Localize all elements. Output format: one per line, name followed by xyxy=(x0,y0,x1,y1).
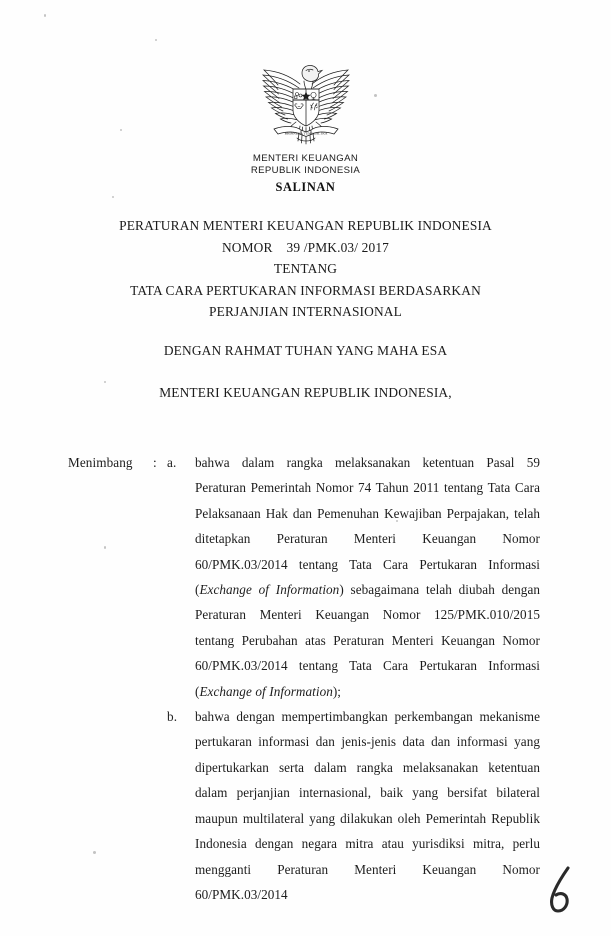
text-run: bahwa dalam rangka melaksanakan ketentuan Pasal 59 Peraturan Pemerintah Nomor 74 Tahun 2011 tentang Tata Cara Pelaksanaan Hak dan Pemenuhan Kewajiban Perpajakan, telah ditetapkan Peraturan Menteri Keuangan Nomor 60/PMK.03/2014 tentang Tata Cara Pertukaran Informasi ( xyxy=(195,455,540,598)
svg-text:BHINNEKA TUNGGAL IKA: BHINNEKA TUNGGAL IKA xyxy=(284,131,327,136)
considering-label: Menimbang xyxy=(68,455,133,470)
scan-speck xyxy=(112,196,114,198)
scan-speck xyxy=(155,39,157,41)
considering-item xyxy=(167,450,540,704)
considering-item xyxy=(167,704,540,907)
emblem-caption-line2: REPUBLIK INDONESIA xyxy=(250,165,361,176)
invocation-line: DENGAN RAHMAT TUHAN YANG MAHA ESA xyxy=(163,343,448,358)
considering-item-text xyxy=(195,704,540,907)
emblem-caption-line1: MENTERI KEUANGAN xyxy=(252,153,359,164)
handwritten-initial-mark xyxy=(541,862,581,916)
title-line-number: NOMOR 39 /PMK.03/ 2017 xyxy=(221,239,390,255)
salinan-stamp: SALINAN xyxy=(275,180,336,194)
italic-term: Exchange of Information xyxy=(199,683,333,699)
title-line-subject-1: TATA CARA PERTUKARAN INFORMASI BERDASARKAN xyxy=(130,282,481,298)
scan-speck xyxy=(44,14,46,17)
considering-colon: : xyxy=(153,455,157,470)
text-run: ); xyxy=(332,683,342,699)
emblem-container xyxy=(0,58,611,150)
title-line-tentang: TENTANG xyxy=(273,261,338,277)
text-run: bahwa dengan mempertimbangkan perkembangan mekanisme pertukaran informasi dan jenis-jenis data dan informasi yang dipertukarkan serta dalam rangka melaksanakan ketentuan dalam perjanjian internasional, baik yang bersifat bilateral maupun multilateral yang dilakukan oleh Pemerintah Republik Indonesia dengan negara mitra atau yurisdiksi mitra, perlu mengganti Peraturan Menteri Keuangan Nomor 60/PMK.03/2014 xyxy=(195,709,540,902)
italic-term: Exchange of Information xyxy=(199,582,340,598)
title-line-regulation: PERATURAN MENTERI KEUANGAN REPUBLIK INDONESIA xyxy=(119,218,492,233)
considering-section xyxy=(68,450,540,907)
considering-item-text xyxy=(195,450,540,704)
text-run: ) sebagaimana telah diubah dengan Peraturan Menteri Keuangan Nomor 125/PMK.010/2015 tentang Perubahan atas Peraturan Menteri Keuangan Nomor 60/PMK.03/2014 tentang Tata Cara Pertukaran Informasi ( xyxy=(195,582,540,699)
considering-item-marker: a. xyxy=(167,455,177,470)
document-title-block xyxy=(60,215,551,323)
considering-item-marker: b. xyxy=(167,709,178,725)
authority-line: MENTERI KEUANGAN REPUBLIK INDONESIA, xyxy=(159,385,452,400)
garuda-pancasila-emblem xyxy=(254,58,358,150)
title-line-subject-2: PERJANJIAN INTERNASIONAL xyxy=(209,304,402,320)
scan-speck xyxy=(104,381,106,383)
considering-item-list xyxy=(167,450,540,907)
